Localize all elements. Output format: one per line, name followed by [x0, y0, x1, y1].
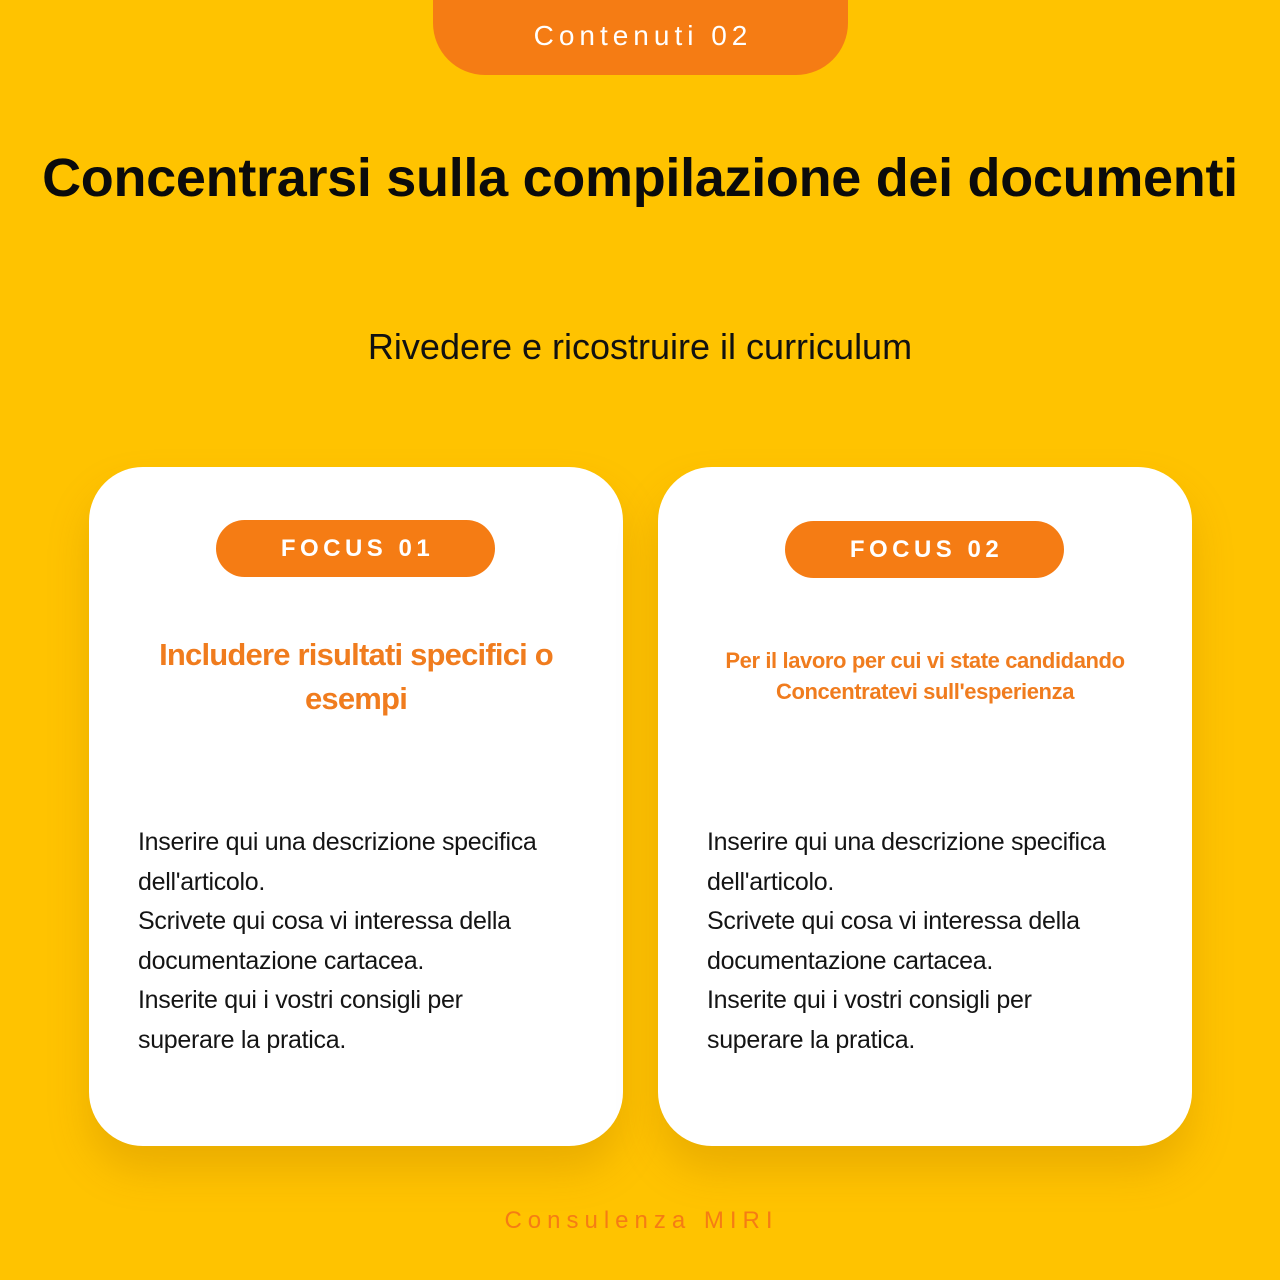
heading-line: Per il lavoro per cui vi state candidando — [725, 648, 1125, 673]
heading-line: Concentratevi sull'esperienza — [775, 679, 1075, 704]
body-line: Inserite qui i vostri consigli per — [138, 986, 463, 1015]
focus-badge-2 — [785, 521, 1064, 578]
section-tab — [433, 0, 848, 75]
body-line: dell'articolo. — [707, 867, 835, 896]
body-line: Inserire qui una descrizione specifica — [707, 828, 1106, 856]
body-line: documentazione cartacea. — [138, 946, 425, 975]
section-tab-label: Contenuti 02 — [533, 19, 753, 51]
focus-card-description — [707, 823, 1167, 1061]
body-line: superare la pratica. — [138, 1025, 347, 1054]
body-line: Scrivete qui cosa vi interessa della — [707, 907, 1080, 936]
focus-card-2 — [658, 467, 1192, 1146]
footer-brand: Consulenza MIRI — [504, 1207, 779, 1234]
focus-card-heading — [678, 645, 1172, 707]
body-line: Scrivete qui cosa vi interessa della — [138, 907, 511, 936]
focus-card-description — [138, 823, 598, 1061]
body-line: dell'articolo. — [138, 867, 266, 896]
body-line: Inserite qui i vostri consigli per — [707, 986, 1032, 1015]
body-line: Inserire qui una descrizione specifica — [138, 828, 537, 856]
heading-line: Includere risultati specifici o — [159, 637, 553, 672]
body-line: superare la pratica. — [707, 1025, 916, 1054]
heading-line: esempi — [304, 681, 408, 716]
focus-badge-label: FOCUS 01 — [280, 534, 435, 562]
body-line: documentazione cartacea. — [707, 946, 994, 975]
focus-card-heading — [109, 633, 603, 721]
focus-card-1 — [89, 467, 623, 1146]
page-subtitle: Rivedere e ricostruire il curriculum — [367, 326, 913, 367]
focus-badge-1 — [216, 520, 495, 577]
page-title: Concentrarsi sulla compilazione dei documenti — [42, 148, 1238, 208]
focus-badge-label: FOCUS 02 — [849, 535, 1004, 563]
